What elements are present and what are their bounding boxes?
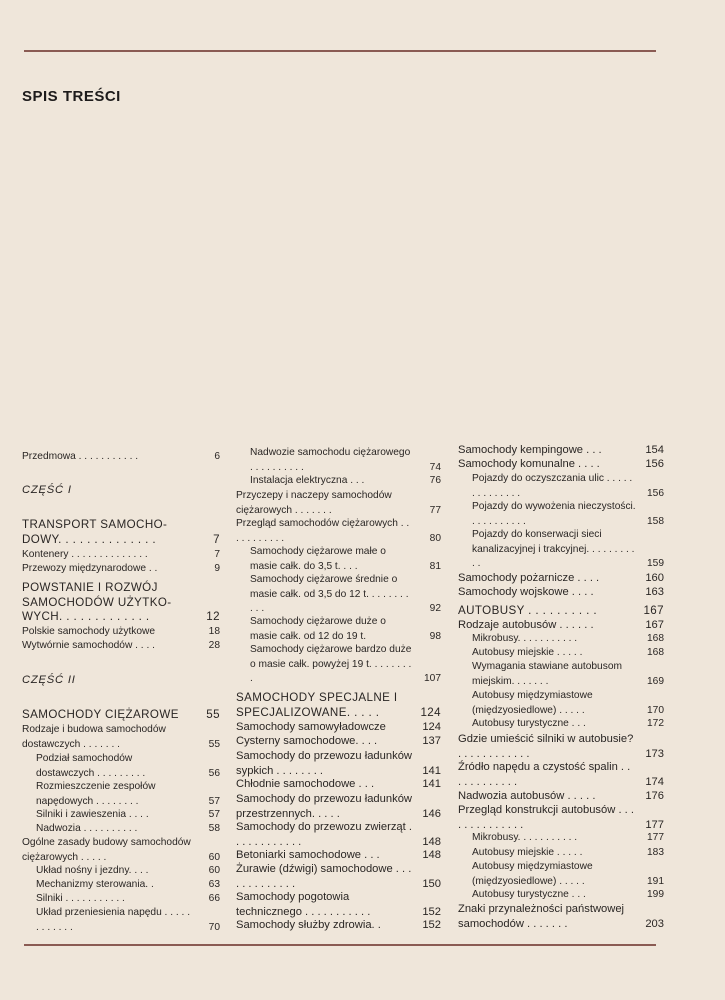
toc-entry: [458, 585, 664, 600]
toc-entry-title: Przegląd konstrukcji autobusów . . . . . . . . . . . . . .: [458, 804, 634, 831]
toc-entry: [36, 752, 220, 781]
toc-entry-page: 177: [645, 818, 664, 831]
toc-entry-page: 172: [647, 718, 664, 729]
toc-entry: [472, 831, 664, 846]
toc-entry: [22, 708, 220, 723]
toc-entry-page: 66: [208, 893, 220, 904]
toc-entry: [236, 734, 441, 749]
toc-entry: [22, 836, 220, 865]
toc-entry: [236, 691, 441, 720]
toc-entry-page: 70: [208, 921, 220, 933]
toc-entry: [236, 820, 441, 849]
toc-entry-page: 203: [645, 917, 664, 930]
toc-entry-title: Samochody samowyładowcze: [236, 721, 386, 733]
toc-entry: [236, 918, 441, 933]
toc-entry: [36, 780, 220, 809]
toc-entry: [458, 732, 664, 761]
toc-entry-page: 160: [645, 572, 664, 584]
toc-entry-title: Samochody ciężarowe bardzo duże o masie całk. powyżej 19 t. . . . . . . . .: [250, 644, 412, 685]
toc-entry: [458, 443, 664, 458]
toc-entry: [472, 646, 664, 661]
toc-entry-title: Polskie samochody użytkowe: [22, 626, 156, 637]
toc-entry-title: CZĘŚĆ II: [22, 674, 76, 686]
toc-entry-page: 137: [422, 735, 441, 747]
toc-entry: [472, 528, 664, 572]
toc-entry: [458, 618, 664, 633]
toc-entry-title: Przewozy międzynarodowe . .: [22, 563, 158, 574]
toc-entry: [22, 548, 220, 563]
toc-entry-title: CZĘŚĆ I: [22, 484, 72, 496]
toc-entry: [472, 500, 664, 529]
toc-entry-title: Ogólne zasady budowy samochodów ciężarowych . . . . .: [22, 837, 191, 863]
toc-entry-title: Samochody służby zdrowia. .: [236, 919, 381, 931]
toc-entry-page: 56: [208, 767, 220, 779]
toc-entry-page: 18: [208, 626, 220, 637]
toc-entry-title: Przyczepy i naczepy samochodów ciężarowych . . . . . . .: [236, 490, 392, 516]
toc-entry: [22, 723, 220, 752]
toc-entry: [250, 615, 441, 644]
toc-entry: [472, 888, 664, 903]
toc-entry-title: SAMOCHODY CIĘŻAROWE: [22, 708, 179, 721]
toc-entry-title: Samochody do przewozu ładunków przestrzennych. . . . .: [236, 793, 412, 820]
toc-entry-title: Układ nośny i jezdny. . . .: [36, 865, 149, 876]
toc-entry-title: Podział samochodów dostawczych . . . . . . . . .: [36, 753, 146, 779]
bottom-rule: [24, 944, 656, 946]
toc-entry: [22, 562, 220, 577]
toc-entry: [236, 489, 441, 518]
toc-entry: [472, 472, 664, 501]
toc-entry-page: 152: [422, 919, 441, 931]
toc-entry: [236, 848, 441, 863]
toc-entry-page: 156: [647, 487, 664, 499]
toc-entry-page: 60: [208, 851, 220, 863]
toc-entry-title: SAMOCHODY SPECJALNE I SPECJALIZOWANE. . . . .: [236, 691, 398, 719]
toc-entry: [472, 632, 664, 647]
toc-entry-title: Gdzie umieścić silniki w autobusie? . . . . . . . . . . . .: [458, 733, 634, 760]
toc-entry-title: Rodzaje i budowa samochodów dostawczych . . . . . . .: [22, 724, 166, 750]
toc-entry: [458, 902, 664, 931]
toc-entry: [22, 450, 220, 465]
toc-entry-title: Silniki . . . . . . . . . . .: [36, 893, 125, 904]
toc-entry-title: Kontenery . . . . . . . . . . . . . .: [22, 549, 148, 560]
toc-entry-title: Mikrobusy. . . . . . . . . . .: [472, 633, 578, 644]
toc-entry-page: 55: [208, 738, 220, 750]
toc-entry: [458, 457, 664, 472]
toc-entry: [458, 789, 664, 804]
toc-entry: [36, 808, 220, 823]
toc-entry-title: Samochody pogotowia technicznego . . . . . . . . . . .: [236, 891, 371, 918]
toc-entry-page: 7: [213, 532, 220, 546]
toc-entry-title: TRANSPORT SAMOCHO-DOWY. . . . . . . . . . . . . .: [22, 518, 168, 546]
toc-entry-page: 55: [206, 708, 220, 721]
toc-entry-page: 124: [422, 721, 441, 733]
toc-entry-title: Samochody pożarnicze . . . .: [458, 572, 600, 584]
toc-entry-page: 57: [208, 795, 220, 807]
toc-entry-page: 9: [214, 563, 220, 574]
toc-entry: [236, 749, 441, 778]
toc-entry-title: Samochody ciężarowe małe o masie całk. do 3,5 t. . . .: [250, 546, 386, 572]
toc-entry-title: Żurawie (dźwigi) samochodowe . . . . . . . . . . . . .: [236, 863, 412, 890]
toc-entry-page: 63: [208, 879, 220, 890]
top-rule: [24, 50, 656, 52]
toc-entry-title: Wymagania stawiane autobusom miejskim. . . . . . .: [472, 661, 622, 687]
toc-entry: [472, 660, 664, 689]
toc-entry-title: Pojazdy do konserwacji sieci kanalizacyjnej i trakcyjnej. . . . . . . . . . .: [472, 529, 635, 570]
toc-entry-title: Samochody do przewozu zwierząt . . . . . . . . . . . .: [236, 821, 412, 848]
toc-entry-page: 167: [645, 619, 664, 631]
toc-entry-page: 168: [647, 647, 664, 658]
toc-entry-page: 60: [208, 865, 220, 876]
toc-entry: [236, 862, 441, 891]
toc-entry: [250, 643, 441, 687]
toc-entry-title: Pojazdy do wywożenia nieczystości. . . . . . . . . . .: [472, 501, 636, 527]
toc-entry: [236, 890, 441, 919]
toc-entry-title: Samochody wojskowe . . . .: [458, 586, 594, 598]
toc-entry: [472, 846, 664, 861]
toc-entry-page: 173: [645, 747, 664, 760]
toc-entry-page: 124: [420, 705, 441, 719]
toc-entry-page: 163: [645, 586, 664, 598]
toc-entry-page: 77: [429, 504, 441, 516]
toc-entry-title: Rozmieszczenie zespołów napędowych . . . . . . . .: [36, 781, 156, 807]
toc-entry-title: POWSTANIE I ROZWÓJ SAMOCHODÓW UŻYTKO-WYCH. . . . . . . . . . . . .: [22, 581, 172, 624]
toc-entry-title: Samochody kempingowe . . .: [458, 444, 602, 456]
toc-entry: [36, 906, 220, 935]
toc-entry-title: Autobusy miejskie . . . . .: [472, 647, 583, 658]
toc-entry-title: Wytwórnie samochodów . . . .: [22, 640, 155, 651]
toc-entry-page: 191: [647, 875, 664, 887]
toc-entry: [36, 892, 220, 907]
toc-entry-title: Silniki i zawieszenia . . . .: [36, 809, 149, 820]
toc-entry-title: Pojazdy do oczyszczania ulic . . . . . . . . . . . . . .: [472, 473, 633, 499]
toc-entry-page: 170: [647, 704, 664, 716]
toc-entry-title: Mikrobusy. . . . . . . . . . .: [472, 832, 578, 843]
toc-entry-page: 146: [422, 807, 441, 820]
toc-entry-page: 80: [429, 532, 441, 544]
toc-entry: [250, 545, 441, 574]
toc-entry-title: Mechanizmy sterowania. .: [36, 879, 154, 890]
toc-entry-title: Rodzaje autobusów . . . . . .: [458, 619, 594, 631]
toc-entry: [22, 581, 220, 625]
toc-entry: [250, 474, 441, 489]
toc-entry: [250, 446, 441, 475]
toc-entry-page: 174: [645, 775, 664, 788]
toc-entry-page: 177: [647, 832, 664, 843]
toc-entry-page: 148: [422, 835, 441, 848]
toc-entry-title: Samochody do przewozu ładunków sypkich . . . . . . . .: [236, 750, 412, 777]
toc-entry-page: 57: [208, 809, 220, 820]
toc-entry-title: Samochody komunalne . . . .: [458, 458, 600, 470]
toc-entry: [472, 860, 664, 889]
toc-entry-page: 154: [645, 444, 664, 456]
toc-entry: [236, 777, 441, 792]
toc-entry-page: 156: [645, 458, 664, 470]
toc-entry-title: Przedmowa . . . . . . . . . . .: [22, 451, 139, 462]
toc-entry-page: 168: [647, 633, 664, 644]
toc-entry-page: 98: [429, 630, 441, 642]
toc-entry-page: 141: [422, 778, 441, 790]
toc-entry-title: Instalacja elektryczna . . .: [250, 475, 365, 486]
toc-entry-page: 159: [647, 558, 664, 570]
toc-entry-title: Autobusy międzymiastowe (międzyosiedlowe) . . . . .: [472, 690, 593, 716]
toc-entry: [458, 571, 664, 586]
toc-entry-title: Źródło napędu a czystość spalin . . . . . . . . . . . .: [458, 761, 631, 788]
toc-entry-page: 6: [214, 451, 220, 462]
toc-entry-title: Samochody ciężarowe średnie o masie całk. od 3,5 do 12 t. . . . . . . . . . .: [250, 574, 409, 615]
toc-entry-title: Autobusy miejskie . . . . .: [472, 847, 583, 858]
toc-entry-page: 167: [643, 604, 664, 617]
toc-entry-title: Autobusy turystyczne . . .: [472, 718, 586, 729]
toc-entry: [472, 689, 664, 718]
toc-entry-page: 12: [206, 610, 220, 624]
toc-entry-page: 76: [429, 475, 441, 486]
toc-entry-page: 74: [429, 461, 441, 473]
toc-entry-title: Betoniarki samochodowe . . .: [236, 849, 380, 861]
toc-entry-title: Nadwozie samochodu ciężarowego . . . . . . . . . .: [250, 447, 411, 473]
toc-entry-page: 7: [214, 549, 220, 560]
toc-entry-page: 183: [647, 847, 664, 858]
toc-entry-page: 107: [424, 673, 441, 685]
toc-entry-title: Cysterny samochodowe. . . .: [236, 735, 378, 747]
part-heading: [22, 483, 220, 498]
toc-entry-page: 81: [429, 560, 441, 572]
toc-entry-title: Nadwozia autobusów . . . . .: [458, 790, 596, 802]
toc-entry: [22, 639, 220, 654]
toc-entry-title: Znaki przynależności państwowej samochodów . . . . . . .: [458, 903, 625, 930]
toc-entry-title: Chłodnie samochodowe . . .: [236, 778, 375, 790]
toc-entry-page: 169: [647, 675, 664, 687]
toc-entry-title: Autobusy międzymiastowe (międzyosiedlowe) . . . . .: [472, 861, 593, 887]
toc-entry: [236, 517, 441, 546]
toc-entry-page: 158: [647, 515, 664, 527]
toc-entry: [458, 604, 664, 619]
toc-entry: [22, 625, 220, 640]
toc-entry-title: Układ przeniesienia napędu . . . . . . . . . . . .: [36, 907, 191, 933]
toc-entry: [36, 878, 220, 893]
toc-entry: [236, 720, 441, 735]
toc-entry-page: 28: [208, 640, 220, 651]
toc-entry-page: 176: [645, 790, 664, 802]
toc-entry: [250, 573, 441, 617]
toc-entry: [236, 792, 441, 821]
part-heading: [22, 673, 220, 688]
toc-entry-page: 152: [422, 905, 441, 918]
toc-entry-page: 92: [429, 603, 441, 615]
toc-entry-title: Samochody ciężarowe duże o masie całk. od 12 do 19 t.: [250, 616, 386, 642]
toc-entry-title: Przegląd samochodów ciężarowych . . . . . . . . . . .: [236, 518, 410, 544]
toc-entry-page: 199: [647, 889, 664, 900]
toc-entry-page: 150: [422, 877, 441, 890]
toc-entry: [458, 803, 664, 832]
toc-entry: [458, 760, 664, 789]
toc-entry: [36, 864, 220, 879]
page-title: SPIS TREŚCI: [22, 88, 121, 105]
toc-entry-page: 58: [208, 823, 220, 834]
toc-entry: [472, 717, 664, 732]
toc-entry-title: Autobusy turystyczne . . .: [472, 889, 586, 900]
toc-entry-page: 141: [422, 764, 441, 777]
toc-entry-title: AUTOBUSY . . . . . . . . . .: [458, 604, 597, 617]
toc-entry: [22, 518, 220, 547]
toc-entry-page: 148: [422, 849, 441, 861]
toc-entry-title: Nadwozia . . . . . . . . . .: [36, 823, 138, 834]
toc-entry: [36, 822, 220, 837]
